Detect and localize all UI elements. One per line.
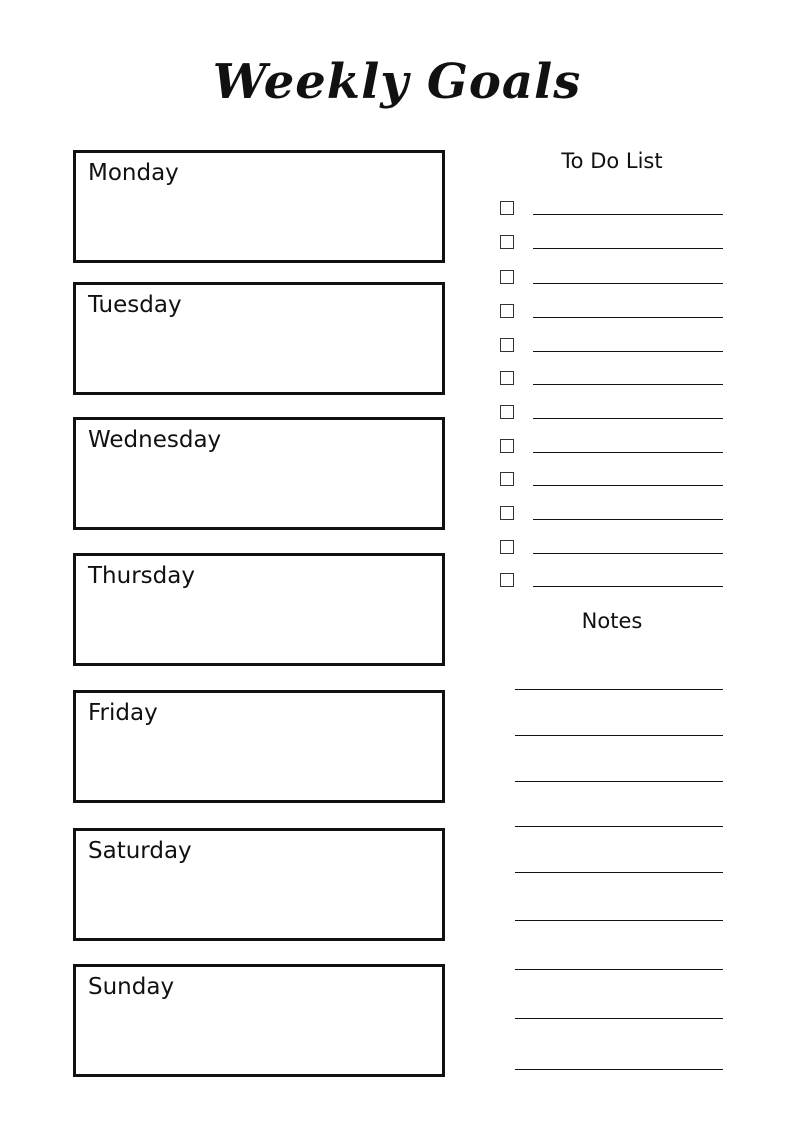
todo-item [500,235,723,251]
page-title: Weekly Goals [212,54,582,110]
checkbox[interactable] [500,506,514,520]
todo-line[interactable] [533,351,723,352]
todo-item [500,371,723,387]
todo-item [500,540,723,556]
day-box-thursday[interactable] [73,553,445,666]
note-line[interactable] [515,735,723,736]
day-label: Saturday [88,838,192,864]
checkbox[interactable] [500,201,514,215]
checkbox[interactable] [500,405,514,419]
todo-line[interactable] [533,384,723,385]
checkbox[interactable] [500,304,514,318]
todo-item [500,270,723,286]
note-line[interactable] [515,920,723,921]
note-line[interactable] [515,689,723,690]
checkbox[interactable] [500,573,514,587]
todo-line[interactable] [533,214,723,215]
todo-item [500,338,723,354]
todo-item [500,472,723,488]
todo-item [500,506,723,522]
todo-line[interactable] [533,519,723,520]
day-box-tuesday[interactable] [73,282,445,395]
todo-item [500,201,723,217]
note-line[interactable] [515,1069,723,1070]
day-label: Monday [88,160,179,186]
todo-line[interactable] [533,283,723,284]
todo-line[interactable] [533,485,723,486]
todo-line[interactable] [533,553,723,554]
todo-line[interactable] [533,418,723,419]
day-box-saturday[interactable] [73,828,445,941]
todo-item [500,304,723,320]
day-box-monday[interactable] [73,150,445,263]
note-line[interactable] [515,781,723,782]
notes-heading: Notes [581,609,643,633]
note-line[interactable] [515,826,723,827]
day-label: Sunday [88,974,175,1000]
day-box-friday[interactable] [73,690,445,803]
day-box-wednesday[interactable] [73,417,445,530]
day-box-sunday[interactable] [73,964,445,1077]
todo-line[interactable] [533,317,723,318]
todo-line[interactable] [533,248,723,249]
checkbox[interactable] [500,371,514,385]
day-label: Tuesday [88,292,182,318]
checkbox[interactable] [500,235,514,249]
note-line[interactable] [515,1018,723,1019]
todo-heading: To Do List [561,149,663,173]
checkbox[interactable] [500,472,514,486]
note-line[interactable] [515,872,723,873]
todo-item [500,573,723,589]
todo-line[interactable] [533,586,723,587]
todo-line[interactable] [533,452,723,453]
checkbox[interactable] [500,338,514,352]
checkbox[interactable] [500,540,514,554]
day-label: Wednesday [88,427,222,453]
todo-item [500,405,723,421]
note-line[interactable] [515,969,723,970]
todo-item [500,439,723,455]
day-label: Friday [88,700,158,726]
day-label: Thursday [88,563,195,589]
checkbox[interactable] [500,439,514,453]
checkbox[interactable] [500,270,514,284]
